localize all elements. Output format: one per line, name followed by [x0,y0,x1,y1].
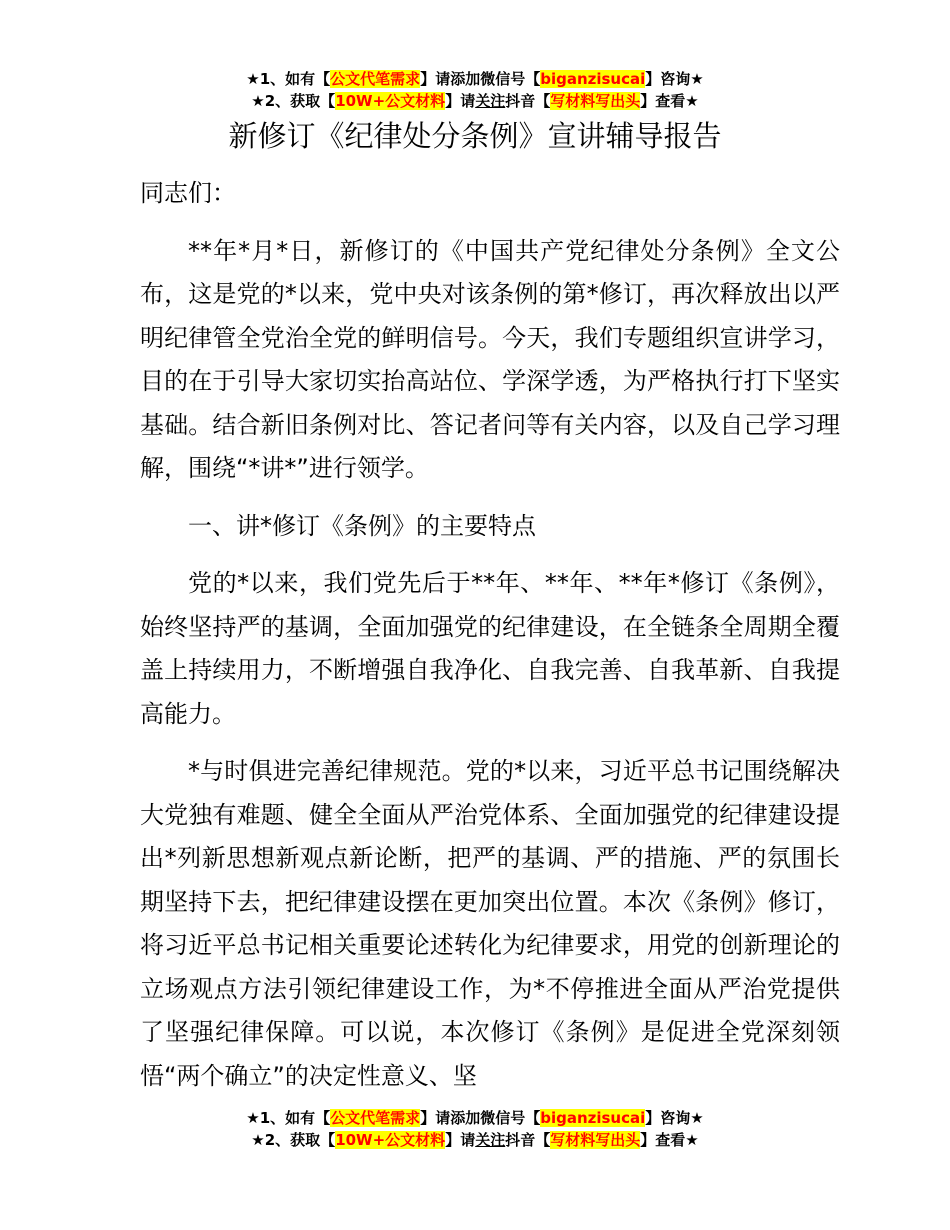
promo-highlight-douyin-account: 写材料写出头 [550,92,641,110]
promo-line-1-suffix: 】咨询★ [645,1109,704,1127]
document-title: 新修订《纪律处分条例》宣讲辅导报告 [228,119,722,153]
paragraph-intro: **年*月*日，新修订的《中国共产党纪律处分条例》全文公布，这是党的*以来，党中央对该条例的第*修订，再次释放出以严明纪律管全党治全党的鲜明信号。今天，我们专题组织宣讲学习，目的在于引导大家切实抬高站位、学深学透，为严格执行打下坚实基础。结合新旧条例对比、答记者问等有关内容，以及自己学习理解，围绕“*讲*”进行领学。 [140,236,840,482]
promo-banner-bottom [0,1107,950,1151]
promo-line-2 [0,90,950,112]
promo-line-1-middle: 】请添加微信号【 [420,1109,541,1127]
document-body [140,172,840,1112]
promo-highlight-service: 公文代笔需求 [330,70,421,88]
promo-highlight-wechat-id: biganzisucai [540,1109,646,1127]
promo-line-1-prefix: ★1、如有【 [246,70,331,88]
promo-line-2-middle-a: 】请 [445,92,476,110]
promo-line-2-middle-a: 】请 [445,1131,476,1149]
promo-line-2 [0,1129,950,1151]
promo-line-2-follow: 关注 [475,92,506,110]
promo-banner-top [0,68,950,112]
promo-highlight-materials: 10W+公文材料 [335,92,446,110]
promo-line-2-middle-b: 抖音【 [505,1131,551,1149]
promo-line-2-middle-b: 抖音【 [505,92,551,110]
promo-line-2-prefix: ★2、获取【 [251,92,336,110]
promo-highlight-service: 公文代笔需求 [330,1109,421,1127]
greeting: 同志们： [140,179,236,207]
promo-line-1-middle: 】请添加微信号【 [420,70,541,88]
promo-highlight-wechat-id: biganzisucai [540,70,646,88]
promo-line-1 [0,68,950,90]
section-heading-1: 一、讲*修订《条例》的主要特点 [188,511,536,540]
paragraph-revision-history: 党的*以来，我们党先后于**年、**年、**年*修订《条例》，始终坚持严的基调，全面加强党的纪律建设，在全链条全周期全覆盖上持续用力，不断增强自我净化、自我完善、自我革新、自我提高能力。 [140,569,840,728]
promo-highlight-materials: 10W+公文材料 [335,1131,446,1149]
promo-line-2-prefix: ★2、获取【 [251,1131,336,1149]
promo-line-2-follow: 关注 [475,1131,506,1149]
promo-line-1-suffix: 】咨询★ [645,70,704,88]
promo-line-2-suffix: 】查看★ [640,1131,699,1149]
promo-line-1 [0,1107,950,1129]
promo-line-1-prefix: ★1、如有【 [246,1109,331,1127]
paragraph-feature-1: *与时俱进完善纪律规范。党的*以来，习近平总书记围绕解决大党独有难题、健全全面从严治党体系、全面加强党的纪律建设提出*列新思想新观点新论断，把严的基调、严的措施、严的氛围长期坚持下去，把纪律建设摆在更加突出位置。本次《条例》修订，将习近平总书记相关重要论述转化为纪律要求，用党的创新理论的立场观点方法引领纪律建设工作，为*不停推进全面从严治党提供了坚强纪律保障。可以说，本次修订《条例》是促进全党深刻领悟“两个确立”的决定性意义、坚 [140,757,840,1090]
promo-line-2-suffix: 】查看★ [640,92,699,110]
promo-highlight-douyin-account: 写材料写出头 [550,1131,641,1149]
